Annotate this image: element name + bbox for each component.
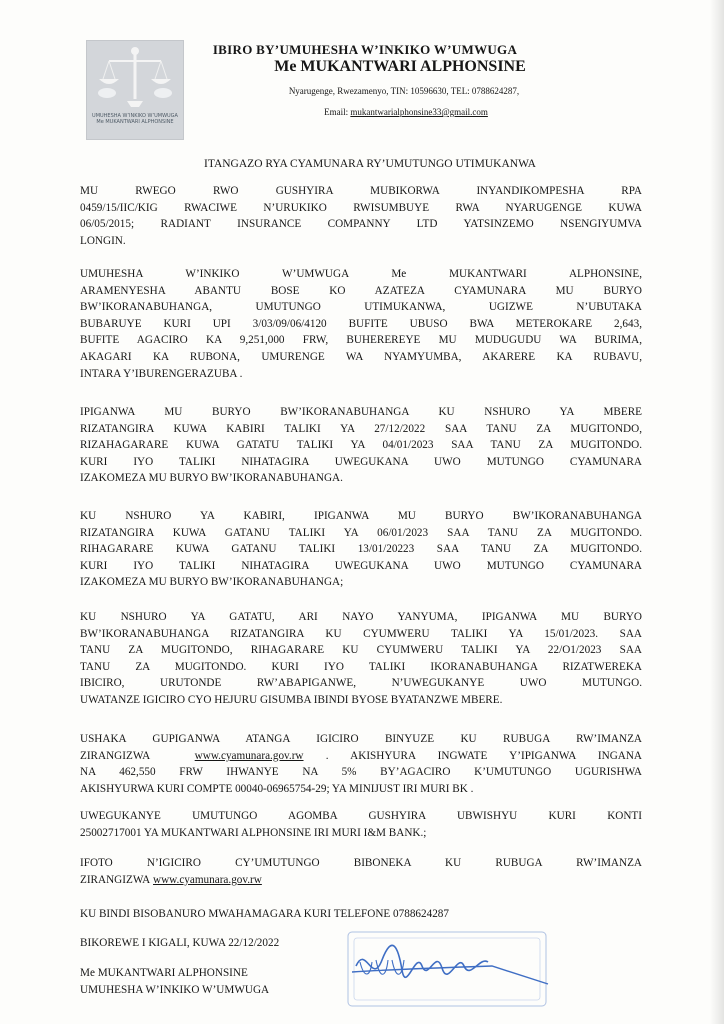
paragraph-line: RIZATANGIRA KUWA KABIRI TALIKI YA 27/12/2022 SAA TANU ZA MUGITONDO,: [80, 422, 642, 435]
date-place-line: BIKOREWE I KIGALI, KUWA 22/12/2022: [80, 937, 280, 949]
paragraph-3: [80, 404, 642, 487]
email-link[interactable]: mukantwarialphonsine33@gmail.com: [350, 107, 488, 117]
signatory-role: UMUHESHA W’INKIKO W’UMWUGA: [80, 983, 270, 996]
official-stamp: [342, 926, 554, 1012]
paragraph-line: KU NSHURO YA KABIRI, IPIGANWA MU BURYO BW’IKORANABUHANGA: [80, 510, 642, 522]
paragraph-line: MU RWEGO RWO GUSHYIRA MUBIKORWA INYANDIKOMPESHA RPA: [80, 185, 642, 197]
paragraph-line: IFOTO N’IGICIRO CY’UMUTUNGO BIBONEKA KU RUBUGA RW’IMANZA: [80, 857, 642, 869]
paragraph-line: 0459/15/IIC/KIG RWACIWE N’URUKIKO RWISUMBUYE RWA NYARUGENGE KUWA: [80, 201, 642, 214]
paragraph-line: RIHAGARARE KUWA GATANU TALIKI 13/01/20223 SAA TANU ZA MUGITONDO.: [80, 543, 642, 556]
paragraph-line: UWEGUKANYE UMUTUNGO AGOMBA GUSHYIRA UBWISHYU KURI KONTI: [80, 810, 642, 822]
paragraph-7: [80, 808, 642, 841]
paragraph-2: [80, 266, 642, 382]
office-title: IBIRO BY’UMUHESHA W’INKIKO W’UMWUGA: [212, 42, 518, 57]
paragraph-line: 06/05/2015; RADIANT INSURANCE COMPANNY LTD YATSINZEMO NSENGIYUMVA: [80, 218, 642, 231]
paragraph-5: [80, 609, 642, 709]
text-segment: ZIRANGIZWA: [80, 749, 151, 762]
paragraph-line: [80, 748, 642, 765]
signature-stamp-icon: [342, 926, 554, 1012]
paragraph-1: [80, 183, 642, 249]
paragraph-line: KU NSHURO YA GATATU, ARI NAYO YANYUMA, IPIGANWA MU BURYO: [80, 611, 642, 623]
cyamunara-link[interactable]: www.cyamunara.gov.rw: [194, 749, 304, 762]
paragraph-line: AKAGARI KA RUBONA, UMURENGE WA NYAMYUMBA, AKARERE KA RUBAVU,: [80, 350, 642, 363]
email-line: [296, 107, 516, 117]
bailiff-name: Me MUKANTWARI ALPHONSINE: [274, 58, 526, 75]
paragraph-line: USHAKA GUPIGANWA ATANGA IGICIRO BINYUZE KU RUBUGA RW’IMANZA: [80, 733, 642, 745]
paragraph-line: [80, 872, 642, 889]
signatory-name: Me MUKANTWARI ALPHONSINE: [80, 967, 248, 979]
email-label: Email:: [324, 107, 349, 117]
paragraph-line: NA 462,550 FRW IHWANYE NA 5% BY’AGACIRO K’UMUTUNGO UGURISHWA: [80, 766, 642, 779]
paragraph-line: IPIGANWA MU BURYO BW’IKORANABUHANGA KU NSHURO YA MBERE: [80, 406, 642, 418]
paragraph-line: BW’IKORANABUHANGA RIZATANGIRA KU CYUMWERU TALIKI YA 15/01/2023. SAA: [80, 627, 642, 640]
paragraph-line: KURI IYO TALIKI NIHATAGIRA UWEGUKANA UWO MUTUNGO CYAMUNARA: [80, 559, 642, 572]
paragraph-9: [80, 906, 642, 923]
paragraph-line: INTARA Y’IBURENGERAZUBA .: [80, 367, 243, 380]
text-segment: . AKISHYURA INGWATE Y’IPIGANWA INGANA: [325, 749, 643, 762]
paragraph-line: RIZAHAGARARE KUWA GATATU TALIKI YA 04/01/2023 SAA TANU ZA MUGITONDO.: [80, 439, 642, 452]
paragraph-line: TANU ZA MUGITONDO. KURI IYO TALIKI IKORANABUHANGA RIZATWEREKA: [80, 660, 642, 673]
paragraph-line: BW’IKORANABUHANGA, UMUTUNGO UTIMUKANWA, UGIZWE N’UBUTAKA: [80, 301, 642, 314]
paragraph-6: [80, 731, 642, 797]
logo: [86, 40, 184, 140]
notice-title: ITANGAZO RYA CYAMUNARA RY’UMUTUNGO UTIMUKANWA: [204, 158, 536, 170]
paragraph-line: BUFITE AGACIRO KA 9,251,000 FRW, BUHEREREYE MU MUDUGUDU WA BURIMA,: [80, 334, 642, 347]
paragraph-line: AKISHYURWA KURI COMPTE 00040-06965754-29; YA MINIJUST IRI MURI BK .: [80, 782, 474, 795]
paragraph-line: LONGIN.: [80, 234, 126, 247]
paragraph-line: KURI IYO TALIKI NIHATAGIRA UWEGUKANA UWO MUTUNGO CYAMUNARA: [80, 455, 642, 468]
paragraph-line: UMUHESHA W’INKIKO W’UMWUGA Me MUKANTWARI ALPHONSINE,: [80, 268, 642, 280]
paragraph-line: TANU ZA MUGITONDO, RIHAGARARE KU CYUMWERU TALIKI YA 22/O1/2023 SAA: [80, 644, 642, 657]
text-segment: ZIRANGIZWA: [80, 873, 151, 886]
paragraph-4: [80, 508, 642, 591]
paragraph-line: IZAKOMEZA MU BURYO BW’IKORANABUHANGA;: [80, 576, 344, 589]
paragraph-line: ARAMENYESHA ABANTU BOSE KO AZATEZA CYAMUNARA MU BURYO: [80, 284, 642, 297]
logo-text: UMUHESHA W’INKIKO W’UMWUGA Me MUKANTWARI ALPHONSINE: [92, 113, 178, 125]
paragraph-line: UWATANZE IGICIRO CYO HEJURU GISUMBA IBINDI BYOSE BYATANZWE MBERE.: [80, 693, 503, 706]
paragraph-line: RIZATANGIRA KUWA GATANU TALIKI YA 06/01/2023 SAA TANU ZA MUGITONDO.: [80, 526, 642, 539]
cyamunara-link[interactable]: www.cyamunara.gov.rw: [153, 873, 262, 886]
contact-line: Nyarugenge, Rwezamenyo, TIN: 10596630, TEL: 0788624287,: [288, 86, 520, 96]
paragraph-line: KU BINDI BISOBANURO MWAHAMAGARA KURI TELEFONE 0788624287: [80, 908, 449, 920]
paragraph-line: 25002717001 YA MUKANTWARI ALPHONSINE IRI MURI I&M BANK.;: [80, 826, 427, 839]
page-edge-shadow: [710, 0, 724, 1024]
paragraph-line: IBICIRO, URUTONDE RW’ABAPIGANWE, N’UWEGUKANYE UWO MUTUNGO.: [80, 677, 642, 690]
paragraph-8: [80, 855, 642, 888]
paragraph-line: IZAKOMEZA MU BURYO BW’IKORANABUHANGA.: [80, 472, 343, 485]
paragraph-line: BUBARUYE KURI UPI 3/03/09/06/4120 BUFITE UBUSO BWA METEROKARE 2,643,: [80, 317, 642, 330]
